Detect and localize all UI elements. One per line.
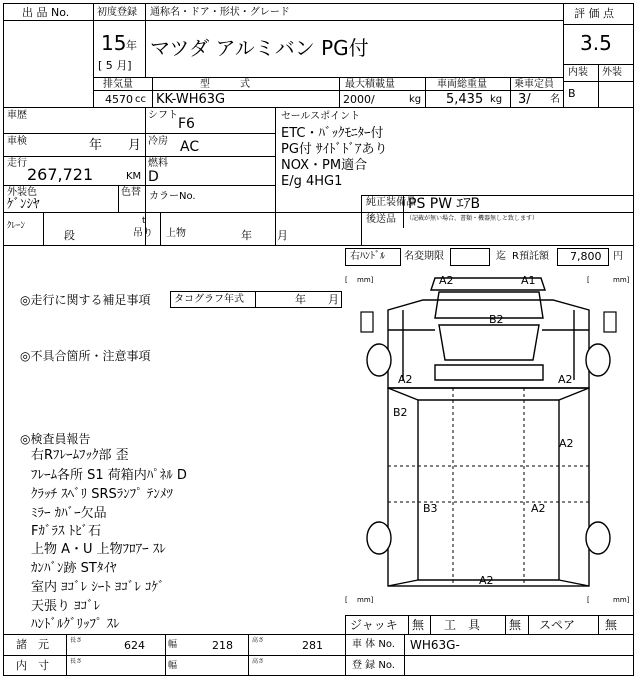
grid-line	[598, 615, 599, 634]
tools-label: 工 具	[444, 618, 481, 632]
spare-value: 無	[605, 618, 618, 632]
inspector-line: Fｶﾞﾗｽ ﾄﾋﾞ石	[31, 524, 102, 539]
mm-mark: mm]	[613, 276, 630, 284]
grid-line	[3, 655, 634, 656]
damage-mark: A1	[521, 274, 536, 287]
windshield	[439, 325, 539, 360]
mileage-label: 走行	[7, 158, 27, 169]
interior-grade: B	[568, 87, 576, 100]
tach-month: 月	[328, 293, 339, 306]
recycle-value: 7,800	[570, 250, 602, 263]
grid-line	[66, 634, 67, 676]
width-value: 218	[212, 639, 233, 652]
mirror-left	[361, 312, 373, 332]
grid-line	[505, 615, 506, 634]
gross-weight-unit: kg	[490, 94, 503, 105]
bracket-mark: [	[345, 276, 348, 284]
damage-mark: A2	[398, 373, 413, 386]
recycle-unit: 円	[613, 251, 623, 262]
grid-line	[118, 185, 119, 212]
grid-line	[3, 156, 275, 157]
aircon-value: AC	[180, 139, 200, 155]
max-load-label: 最大積載量	[345, 79, 395, 90]
grid-line	[361, 212, 634, 213]
width-label: 幅	[168, 640, 178, 650]
upper-month: 月	[277, 229, 288, 242]
model-label: 型 式	[200, 79, 250, 90]
sales-point-line: ETC・ﾊﾞｯｸﾓﾆﾀｰ付	[281, 126, 384, 141]
upper-year: 年	[241, 229, 252, 242]
tach-year: 年	[295, 293, 306, 306]
height-value: 281	[302, 639, 323, 652]
grid-line	[510, 77, 511, 107]
inner-label: 内 寸	[16, 659, 49, 672]
reg-label: 登 録 No.	[352, 660, 395, 671]
handle-value: 右ﾊﾝﾄﾞﾙ	[350, 251, 385, 262]
first-reg-label: 初度登録	[97, 7, 137, 18]
grid-line	[93, 20, 563, 21]
capacity-label: 乗車定員	[514, 79, 554, 90]
inspector-label: ◎検査員報告	[20, 432, 91, 446]
damage-mark: B3	[423, 502, 438, 515]
grid-line	[404, 634, 405, 676]
model-value: KK-WH63G	[156, 92, 226, 107]
mileage-unit: KM	[126, 171, 142, 182]
inspection-month: 月	[128, 138, 142, 153]
delivery-note: （記載が無い場合、書類・機器無しと致します）	[406, 215, 539, 222]
tachograph-label: タコグラフ年式	[174, 294, 244, 305]
wheel-rr	[586, 522, 610, 554]
grid-line	[430, 615, 431, 634]
inspector-line: ｸﾗｯﾁ ｽﾍﾞﾘ SRSﾗﾝﾌﾟ ﾃﾝﾒﾂ	[31, 487, 173, 502]
wheel-fl	[367, 344, 391, 376]
grid-line	[255, 291, 256, 308]
bracket-mark: [	[587, 596, 590, 604]
equipment-label: 純正装備品	[366, 197, 416, 208]
crane-stage: 段	[64, 229, 75, 242]
grid-line	[3, 634, 634, 635]
grid-line	[275, 107, 276, 245]
grid-line	[528, 615, 529, 634]
capacity-value: 3/	[518, 92, 531, 107]
equipment-value: PS PW ｴｱB	[408, 196, 481, 212]
damage-mark: A2	[558, 373, 573, 386]
shift-label: シフト	[148, 110, 178, 121]
wheel-rl	[367, 522, 391, 554]
displacement-label: 排気量	[103, 79, 133, 90]
reg-month: [ 5 月]	[98, 59, 132, 72]
crane-ton: t	[142, 216, 146, 226]
length-label: 長さ	[70, 637, 83, 644]
damage-mark: A2	[559, 437, 574, 450]
inspector-line: ﾌﾚｰﾑ各所 S1 荷箱内ﾊﾟﾈﾙ D	[31, 468, 187, 483]
damage-mark: B2	[393, 406, 408, 419]
length-label: 長さ	[70, 658, 83, 665]
grid-line	[3, 212, 361, 213]
car-name: マツダ アルミバン PG付	[150, 36, 369, 60]
height-label: 高さ	[252, 637, 265, 644]
mirror-right	[604, 312, 616, 332]
chassis-label: 車 体 No.	[352, 639, 395, 650]
defects-label: ◎不具合箇所・注意事項	[20, 349, 151, 363]
jack-value: 無	[412, 618, 425, 632]
grid-line	[93, 77, 563, 78]
aircon-label: 冷房	[148, 136, 168, 147]
mileage-value: 267,721	[27, 165, 94, 184]
damage-mark: B2	[489, 313, 504, 326]
grid-line	[345, 615, 346, 676]
specs-label: 諸 元	[16, 638, 49, 651]
length-value: 624	[124, 639, 145, 652]
grid-line	[43, 212, 44, 245]
running-label: ◎走行に関する補足事項	[20, 293, 151, 307]
grid-line	[408, 615, 409, 634]
displacement-value: 4570	[105, 93, 133, 106]
interior-label: 内装	[568, 67, 588, 78]
grid-line	[165, 634, 166, 676]
sales-point-line: PG付 ｻｲﾄﾞﾄﾞｱあり	[281, 142, 388, 157]
jack-label: ジャッキ	[350, 618, 398, 632]
grid-line	[3, 245, 634, 246]
grid-line	[3, 20, 93, 21]
grid-line	[563, 24, 634, 25]
damage-mark: A2	[479, 574, 494, 587]
grid-line	[93, 3, 94, 107]
grid-line	[563, 3, 564, 107]
crane-label: ｸﾚｰﾝ	[7, 221, 26, 231]
fuel-label: 燃料	[148, 158, 168, 169]
grid-line	[248, 634, 249, 676]
displacement-unit: cc	[135, 94, 146, 105]
ext-color-label: 外装色	[7, 187, 37, 198]
score-label: 評 価 点	[574, 7, 614, 20]
sales-point-line: E/g 4HG1	[281, 174, 343, 189]
crane-hang: 吊り	[133, 228, 153, 239]
gross-weight-label: 車両総重量	[437, 79, 487, 90]
reg-year: 15	[101, 31, 127, 55]
shift-value: F6	[178, 116, 195, 132]
delivery-label: 後送品	[366, 214, 396, 225]
mm-mark: mm]	[613, 596, 630, 604]
fuel-value: D	[148, 169, 159, 185]
height-label: 高さ	[252, 658, 265, 665]
exterior-label: 外装	[602, 67, 622, 78]
recycle-label: R預託額	[512, 251, 549, 262]
name-change-box	[450, 248, 490, 266]
mm-mark: mm]	[357, 596, 374, 604]
max-load-unit: kg	[409, 94, 422, 105]
inspector-line: 天張り ﾖｺﾞﾚ	[31, 599, 101, 614]
name-label: 通称名・ドア・形状・グレード	[150, 7, 290, 18]
name-change-suffix: 迄	[496, 251, 506, 262]
sales-point-label: セールスポイント	[281, 111, 361, 122]
width-label: 幅	[168, 661, 178, 671]
color-code-label: カラーNo.	[149, 191, 196, 202]
grid-line	[339, 77, 340, 107]
reg-year-unit: 年	[126, 39, 137, 52]
shuppin-no-label: 出 品 No.	[22, 6, 70, 19]
capacity-unit: 名	[550, 94, 560, 105]
inspector-line: 室内 ﾖｺﾞﾚ ｼｰﾄ ﾖｺﾞﾚ ｺｹﾞ	[31, 580, 165, 595]
upper-body-label: 上物	[166, 228, 186, 239]
sales-point-line: NOX・PM適合	[281, 158, 368, 173]
gross-weight-value: 5,435	[446, 92, 484, 107]
truck-damage-diagram	[343, 270, 634, 612]
chassis-value: WH63G-	[410, 638, 460, 652]
damage-mark: A2	[439, 274, 454, 287]
max-load-value: 2000/	[343, 93, 375, 106]
inspector-line: 上物 A・U 上物ﾌﾛｱｰ ｽﾚ	[31, 542, 166, 557]
history-label: 車歴	[7, 110, 27, 121]
grid-line	[345, 615, 634, 616]
score-value: 3.5	[580, 31, 612, 55]
inspector-line: ﾊﾝﾄﾞﾙｸﾞﾘｯﾌﾟ ｽﾚ	[31, 617, 120, 632]
grid-line	[425, 77, 426, 107]
mm-mark: mm]	[357, 276, 374, 284]
grid-line	[145, 3, 146, 77]
grid-line	[3, 107, 634, 108]
inspector-line: 右Rﾌﾚｰﾑﾌｯｸ部 歪	[31, 448, 129, 463]
damage-mark: A2	[531, 502, 546, 515]
inspector-line: ﾐﾗｰ ｶﾊﾞｰ欠品	[31, 506, 107, 521]
color-no-label: 色替	[121, 187, 141, 198]
wheel-fr	[586, 344, 610, 376]
grid-line	[598, 64, 599, 107]
ext-color-value: ｹﾞﾝｼﾔ	[7, 197, 40, 212]
grid-line	[361, 195, 362, 245]
name-change-label: 名変期限	[404, 251, 444, 262]
grid-line	[152, 77, 153, 107]
tools-value: 無	[509, 618, 522, 632]
grid-line	[3, 133, 275, 134]
bracket-mark: [	[587, 276, 590, 284]
grid-line	[93, 90, 563, 91]
inspector-line: ｶﾝﾊﾞﾝ跡 STﾀｲﾔ	[31, 561, 117, 576]
spare-label: スペア	[539, 618, 576, 632]
grid-line	[361, 195, 634, 196]
bracket-mark: [	[345, 596, 348, 604]
inspection-label: 車検	[7, 136, 27, 147]
grid-line	[160, 212, 161, 245]
inspection-year: 年	[89, 138, 103, 153]
grid-line	[3, 185, 275, 186]
